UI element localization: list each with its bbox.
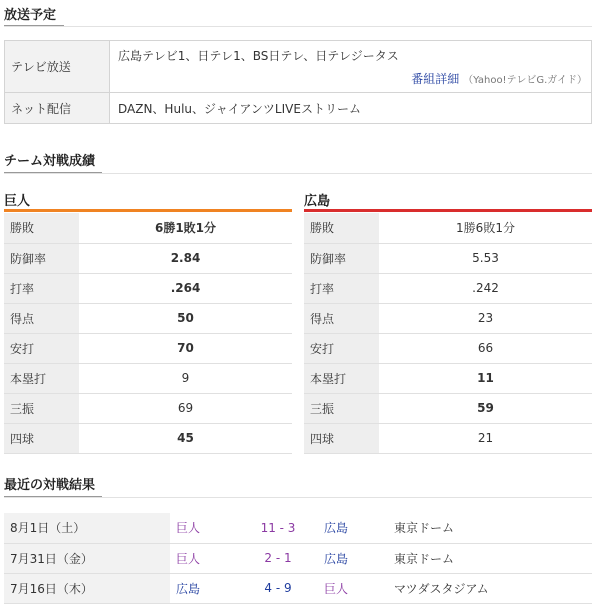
stat-value: 11: [379, 363, 592, 393]
team-left-stats: [4, 213, 292, 454]
stat-value: 2.84: [79, 243, 292, 273]
result-away-team[interactable]: 広島: [318, 543, 388, 573]
tv-channels: 広島テレビ1、日テレ1、BS日テレ、日テレジータス: [118, 48, 399, 63]
stat-value: 23: [379, 303, 592, 333]
stat-label: 得点: [4, 303, 79, 333]
stat-value: 66: [379, 333, 592, 363]
result-row: [4, 513, 592, 543]
stat-value: 69: [79, 393, 292, 423]
stat-label: 勝敗: [304, 213, 379, 243]
stat-label: 三振: [4, 393, 79, 423]
stat-row: [304, 363, 592, 393]
stat-value: 9: [79, 363, 292, 393]
result-venue: マツダスタジアム: [388, 573, 592, 603]
stat-label: 防御率: [4, 243, 79, 273]
result-home-team[interactable]: 広島: [170, 573, 238, 603]
result-date: 7月16日（木）: [4, 573, 170, 603]
result-row: [4, 543, 592, 573]
result-score[interactable]: 2 - 1: [238, 543, 318, 573]
stat-label: 安打: [304, 333, 379, 363]
stat-row: [304, 423, 592, 453]
program-detail-link[interactable]: 番組詳細: [411, 71, 460, 86]
detail-row: [118, 70, 591, 87]
net-value: DAZN、Hulu、ジャイアンツLIVEストリーム: [110, 93, 592, 124]
result-row: [4, 573, 592, 603]
team-right-name: 広島: [304, 194, 331, 209]
stat-value: 45: [79, 423, 292, 453]
stat-value: 50: [79, 303, 292, 333]
stat-label: 本塁打: [304, 363, 379, 393]
stat-label: 四球: [4, 423, 79, 453]
result-home-team[interactable]: 巨人: [170, 543, 238, 573]
result-venue: 東京ドーム: [388, 513, 592, 543]
stat-value: 21: [379, 423, 592, 453]
stat-label: 防御率: [304, 243, 379, 273]
program-detail-source: （Yahoo!テレビG.ガイド）: [463, 74, 587, 86]
record-title-divider: [4, 173, 592, 174]
stat-row: [4, 393, 292, 423]
stat-row: [304, 273, 592, 303]
net-label: ネット配信: [5, 93, 110, 124]
broadcast-title-divider: [4, 26, 592, 27]
stat-row: [304, 393, 592, 423]
result-score[interactable]: 11 - 3: [238, 513, 318, 543]
stat-value: 5.53: [379, 243, 592, 273]
stat-value: 59: [379, 393, 592, 423]
stat-label: 得点: [304, 303, 379, 333]
stat-label: 本塁打: [4, 363, 79, 393]
result-away-team[interactable]: 広島: [318, 513, 388, 543]
stat-row: [304, 213, 592, 243]
record-title: チーム対戦成績: [4, 154, 96, 169]
tv-value-cell: [110, 41, 592, 93]
team-left-name: 巨人: [4, 194, 31, 209]
stat-value: 6勝1敗1分: [79, 213, 292, 243]
team-left-bar: [4, 209, 292, 212]
stat-label: 打率: [304, 273, 379, 303]
stat-label: 三振: [304, 393, 379, 423]
stat-row: [304, 243, 592, 273]
tv-label: テレビ放送: [5, 41, 110, 93]
result-venue: 東京ドーム: [388, 543, 592, 573]
stat-value: .264: [79, 273, 292, 303]
stat-row: [4, 243, 292, 273]
stat-row: [4, 363, 292, 393]
result-home-team[interactable]: 巨人: [170, 513, 238, 543]
result-away-team[interactable]: 巨人: [318, 573, 388, 603]
result-score[interactable]: 4 - 9: [238, 573, 318, 603]
broadcast-table: [4, 40, 592, 124]
team-right-bar: [304, 209, 592, 212]
results-table: [4, 513, 592, 604]
stat-row: [4, 213, 292, 243]
stat-label: 安打: [4, 333, 79, 363]
stat-label: 打率: [4, 273, 79, 303]
stat-label: 勝敗: [4, 213, 79, 243]
stat-row: [4, 333, 292, 363]
stat-value: .242: [379, 273, 592, 303]
stat-label: 四球: [304, 423, 379, 453]
stat-value: 70: [79, 333, 292, 363]
stat-value: 1勝6敗1分: [379, 213, 592, 243]
stat-row: [4, 303, 292, 333]
broadcast-title: 放送予定: [4, 8, 57, 23]
stat-row: [304, 303, 592, 333]
results-title-divider: [4, 497, 592, 498]
stat-row: [4, 423, 292, 453]
team-right-stats: [304, 213, 592, 454]
results-title: 最近の対戦結果: [4, 478, 96, 493]
result-date: 8月1日（土）: [4, 513, 170, 543]
stat-row: [4, 273, 292, 303]
stat-row: [304, 333, 592, 363]
result-date: 7月31日（金）: [4, 543, 170, 573]
